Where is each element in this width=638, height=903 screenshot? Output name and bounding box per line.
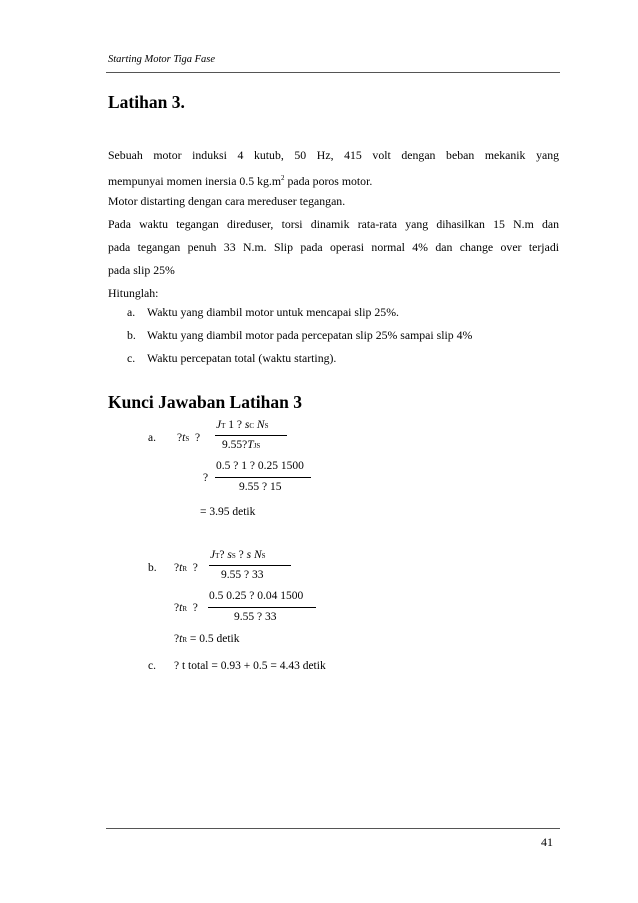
answer-b-denominator-1: 9.55 ? 33 bbox=[221, 569, 264, 581]
answer-a-numerator-1: JT 1 ? sC NS bbox=[216, 419, 269, 431]
answer-b-lhs: ?tR ? bbox=[174, 562, 198, 574]
question-item-c: c. Waktu percepatan total (waktu starting). bbox=[127, 351, 337, 365]
exercise-line-7: Hitunglah: bbox=[108, 286, 159, 300]
answer-a-result: = 3.95 detik bbox=[200, 506, 256, 518]
answer-a-denominator-1: 9.55?TJS bbox=[222, 439, 261, 451]
question-item-a: a. Waktu yang diambil motor untuk mencapai slip 25%. bbox=[127, 305, 399, 319]
question-item-b: b. Waktu yang diambil motor pada percepatan slip 25% sampai slip 4% bbox=[127, 328, 473, 342]
answer-c-text: ? t total = 0.93 + 0.5 = 4.43 detik bbox=[174, 660, 326, 672]
exercise-line-6: pada slip 25% bbox=[108, 263, 175, 277]
answer-b-fraction-bar-2 bbox=[208, 607, 316, 608]
answer-b-result: ?tR = 0.5 detik bbox=[174, 633, 240, 645]
page-number: 41 bbox=[541, 835, 553, 849]
exercise-line-2: mempunyai momen inersia 0.5 $kg.m^2$ pada poros motor. bbox=[108, 173, 373, 188]
answer-a-equals-2: ? bbox=[203, 472, 209, 484]
exercise-line-4: Pada waktu tegangan direduser, torsi dinamik rata-rata yang dihasilkan 15 N.m dan bbox=[108, 217, 559, 231]
answer-a-fraction-bar-1 bbox=[215, 435, 287, 436]
answer-b-label: b. bbox=[148, 562, 157, 574]
answer-b-lhs-2: ?tR ? bbox=[174, 602, 198, 614]
answer-a-label: a. bbox=[148, 432, 156, 444]
exercise-line-3: Motor distarting dengan cara mereduser tegangan. bbox=[108, 194, 346, 208]
answer-b-denominator-2: 9.55 ? 33 bbox=[234, 611, 277, 623]
answer-b-numerator-2: 0.5 0.25 ? 0.04 1500 bbox=[209, 590, 304, 602]
answer-c-label: c. bbox=[148, 660, 156, 672]
exercise-line-5: pada tegangan penuh 33 N.m. Slip pada operasi normal 4% dan change over terjadi bbox=[108, 240, 559, 254]
exercise-heading: Latihan 3. bbox=[108, 92, 185, 112]
answer-b-fraction-bar-1 bbox=[209, 565, 291, 566]
answer-a-denominator-2: 9.55 ? 15 bbox=[239, 481, 282, 493]
answer-b-numerator-1: JT? sS ? s NS bbox=[210, 549, 266, 561]
answer-heading: Kunci Jawaban Latihan 3 bbox=[108, 392, 303, 412]
answer-a-lhs: ?tS ? bbox=[177, 432, 201, 444]
header-rule bbox=[106, 72, 560, 73]
running-header: Starting Motor Tiga Fase bbox=[108, 54, 216, 65]
answer-a-numerator-2: 0.5 ? 1 ? 0.25 1500 bbox=[216, 460, 304, 472]
footer-rule bbox=[106, 828, 560, 829]
exercise-line-1: Sebuah motor induksi 4 kutub, 50 Hz, 415 volt dengan beban mekanik yang bbox=[108, 148, 559, 162]
answer-a-fraction-bar-2 bbox=[215, 477, 311, 478]
